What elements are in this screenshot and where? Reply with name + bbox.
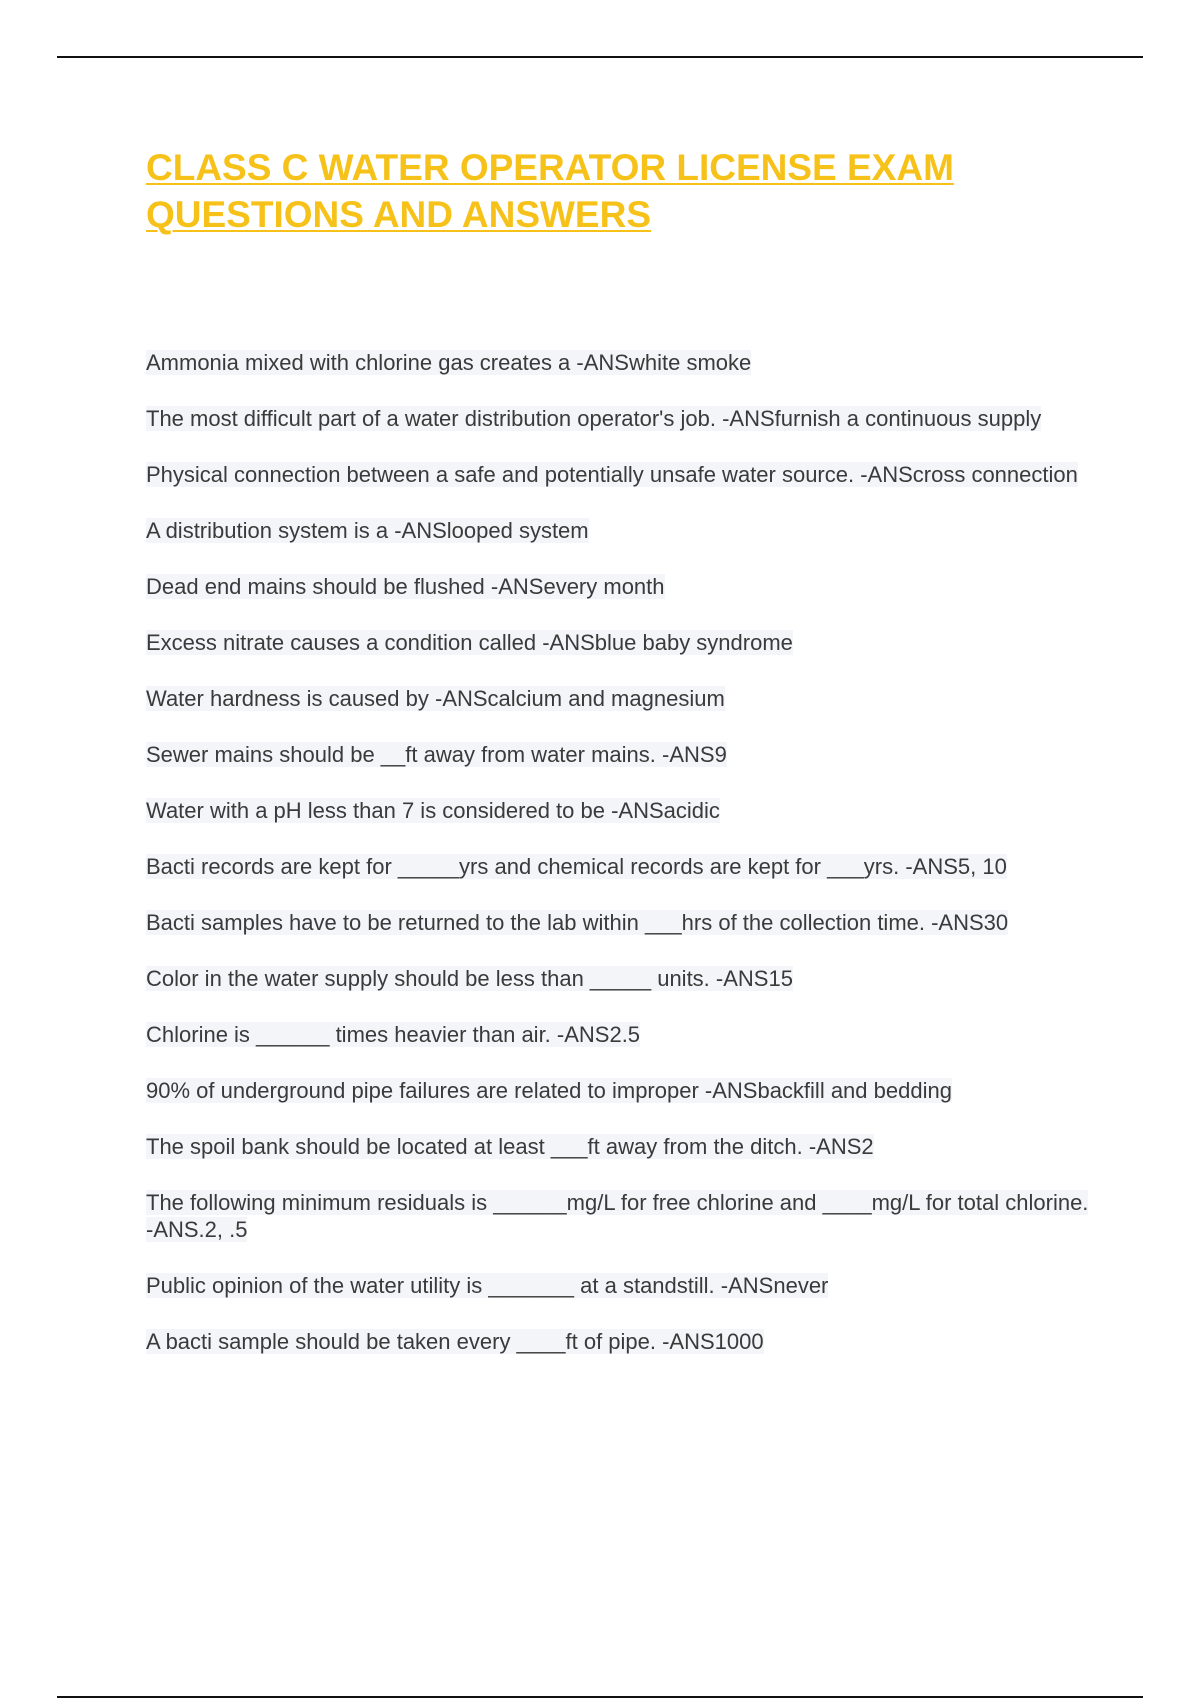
qa-list: [146, 349, 1096, 1384]
qa-item: The most difficult part of a water distribution operator's job. -ANSfurnish a continuous supply: [146, 406, 1042, 431]
qa-item: The following minimum residuals is ______mg/L for free chlorine and ____mg/L for total chlorine. -ANS.2, .5: [146, 1190, 1089, 1242]
qa-item: Bacti records are kept for _____yrs and chemical records are kept for ___yrs. -ANS5, 10: [146, 854, 1007, 879]
qa-item: Color in the water supply should be less than _____ units. -ANS15: [146, 966, 793, 991]
document-title: [146, 144, 1106, 238]
qa-item: Water with a pH less than 7 is considered to be -ANSacidic: [146, 798, 720, 823]
qa-item: Physical connection between a safe and potentially unsafe water source. -ANScross connection: [146, 462, 1078, 487]
qa-item: 90% of underground pipe failures are related to improper -ANSbackfill and bedding: [146, 1078, 952, 1103]
qa-item: Water hardness is caused by -ANScalcium and magnesium: [146, 686, 725, 711]
qa-item: Public opinion of the water utility is _______ at a standstill. -ANSnever: [146, 1273, 829, 1298]
qa-item: Excess nitrate causes a condition called -ANSblue baby syndrome: [146, 630, 793, 655]
qa-item: Chlorine is ______ times heavier than air. -ANS2.5: [146, 1022, 641, 1047]
qa-item: Dead end mains should be flushed -ANSevery month: [146, 574, 665, 599]
title-line-2: QUESTIONS AND ANSWERS: [146, 194, 652, 235]
qa-item: Bacti samples have to be returned to the lab within ___hrs of the collection time. -ANS30: [146, 910, 1009, 935]
header-rule: [57, 56, 1143, 58]
qa-item: The spoil bank should be located at least ___ft away from the ditch. -ANS2: [146, 1134, 874, 1159]
qa-item: A distribution system is a -ANSlooped system: [146, 518, 589, 543]
qa-item: Sewer mains should be __ft away from water mains. -ANS9: [146, 742, 727, 767]
qa-item: Ammonia mixed with chlorine gas creates a -ANSwhite smoke: [146, 350, 752, 375]
title-line-1: CLASS C WATER OPERATOR LICENSE EXAM: [146, 147, 954, 188]
footer-rule: [57, 1696, 1143, 1698]
qa-item: A bacti sample should be taken every ____ft of pipe. -ANS1000: [146, 1329, 764, 1354]
